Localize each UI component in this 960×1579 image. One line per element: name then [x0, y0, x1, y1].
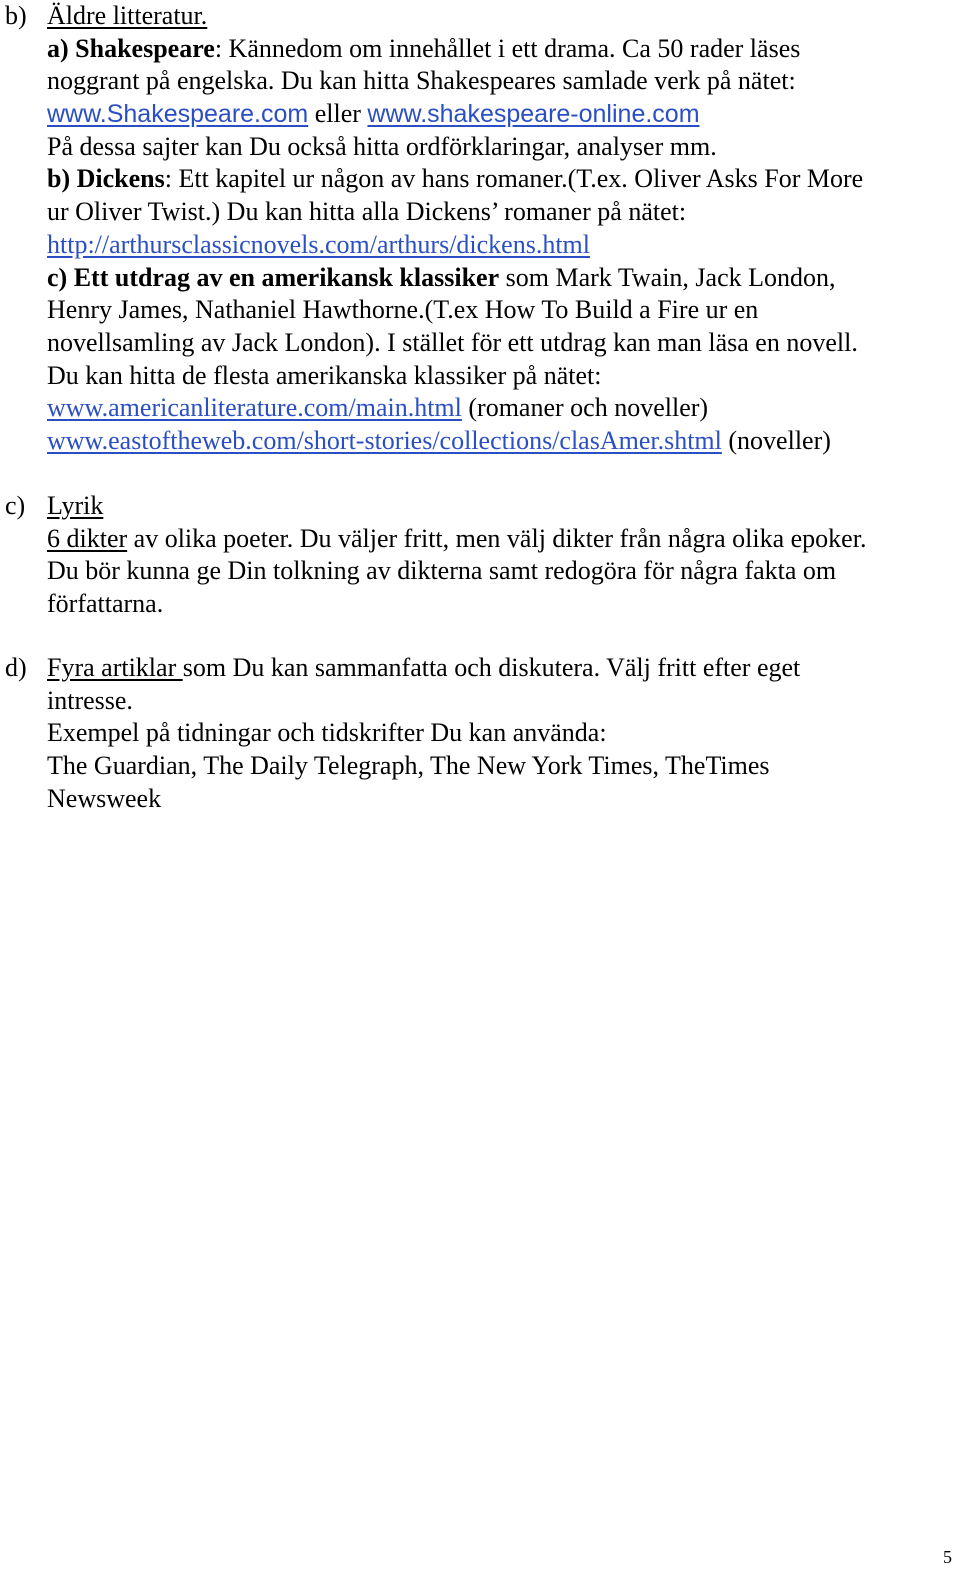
articles-line-1 — [47, 652, 957, 685]
dickens-label: b) Dickens — [47, 164, 165, 194]
lyrik-line-2: Du bör kunna ge Din tolkning av dikterna samt redogöra för några fakta om — [47, 556, 837, 586]
lyrik-text-1: av olika poeter. Du väljer fritt, men välj dikter från några olika epoker. — [127, 523, 867, 553]
shakespeare-links-line — [47, 98, 957, 131]
american-line-1 — [47, 262, 957, 295]
american-link-1-line — [47, 392, 957, 425]
six-poems-label: 6 dikter — [47, 523, 128, 553]
four-articles-label: Fyra artiklar — [47, 653, 183, 682]
americanliterature-note: (romaner och noveller) — [461, 393, 709, 423]
american-label: c) Ett utdrag av en amerikansk klassiker — [47, 262, 500, 292]
shakespeare-line-1 — [47, 33, 957, 66]
eastoftheweb-link[interactable]: www.eastoftheweb.com/short-stories/collections/clasAmer.shtml — [47, 425, 722, 455]
section-b-heading: Äldre litteratur. — [47, 1, 208, 30]
american-text-1: som Mark Twain, Jack London, — [499, 262, 836, 292]
articles-line-5: Newsweek — [47, 783, 162, 813]
articles-line-2: intresse. — [47, 685, 133, 715]
section-b-marker: b) — [5, 1, 27, 30]
eastoftheweb-note: (noveller) — [721, 425, 831, 455]
shakespeare-label: a) Shakespeare — [47, 33, 215, 63]
dickens-line-1 — [47, 163, 957, 196]
articles-text-1: som Du kan sammanfatta och diskutera. Välj fritt efter eget — [182, 653, 801, 682]
shakespeare-text-1: : Kännedom om innehållet i ett drama. Ca 50 rader läses — [214, 33, 801, 63]
dickens-link[interactable]: http://arthursclassicnovels.com/arthurs/dickens.html — [47, 229, 591, 259]
shakespeare-line-2: noggrant på engelska. Du kan hitta Shakespeares samlade verk på nätet: — [47, 66, 796, 96]
section-c-body — [47, 490, 957, 621]
articles-line-4: The Guardian, The Daily Telegraph, The New York Times, TheTimes — [47, 751, 770, 781]
shakespeare-online-link[interactable]: www.shakespeare-online.com — [367, 100, 700, 129]
american-line-4: Du kan hitta de flesta amerikanska klassiker på nätet: — [47, 360, 602, 390]
shakespeare-line-4: På dessa sajter kan Du också hitta ordförklaringar, analyser mm. — [47, 131, 717, 161]
shakespeare-com-link[interactable]: www.Shakespeare.com — [47, 100, 309, 129]
americanliterature-link[interactable]: www.americanliterature.com/main.html — [47, 393, 462, 423]
section-c-marker: c) — [5, 491, 26, 520]
dickens-text-1: : Ett kapitel ur någon av hans romaner.(T.ex. Oliver Asks For More — [164, 164, 864, 194]
section-d-body — [47, 652, 957, 815]
dickens-line-2: ur Oliver Twist.) Du kan hitta alla Dickens’ romaner på nätet: — [47, 197, 687, 227]
section-c-heading: Lyrik — [47, 491, 104, 520]
american-line-3: novellsamling av Jack London). I stället för ett utdrag kan man läsa en novell. — [47, 327, 858, 357]
section-b-body — [47, 0, 957, 458]
lyrik-line-1 — [47, 523, 957, 556]
lyrik-line-3: författarna. — [47, 589, 164, 619]
articles-line-3: Exempel på tidningar och tidskrifter Du kan använda: — [47, 718, 607, 748]
american-link-2-line — [47, 425, 957, 458]
shakespeare-links-between: eller — [308, 99, 368, 129]
page-number: 5 — [943, 1547, 952, 1567]
section-d-marker: d) — [5, 653, 27, 682]
american-line-2: Henry James, Nathaniel Hawthorne.(T.ex How To Build a Fire ur en — [47, 295, 759, 325]
